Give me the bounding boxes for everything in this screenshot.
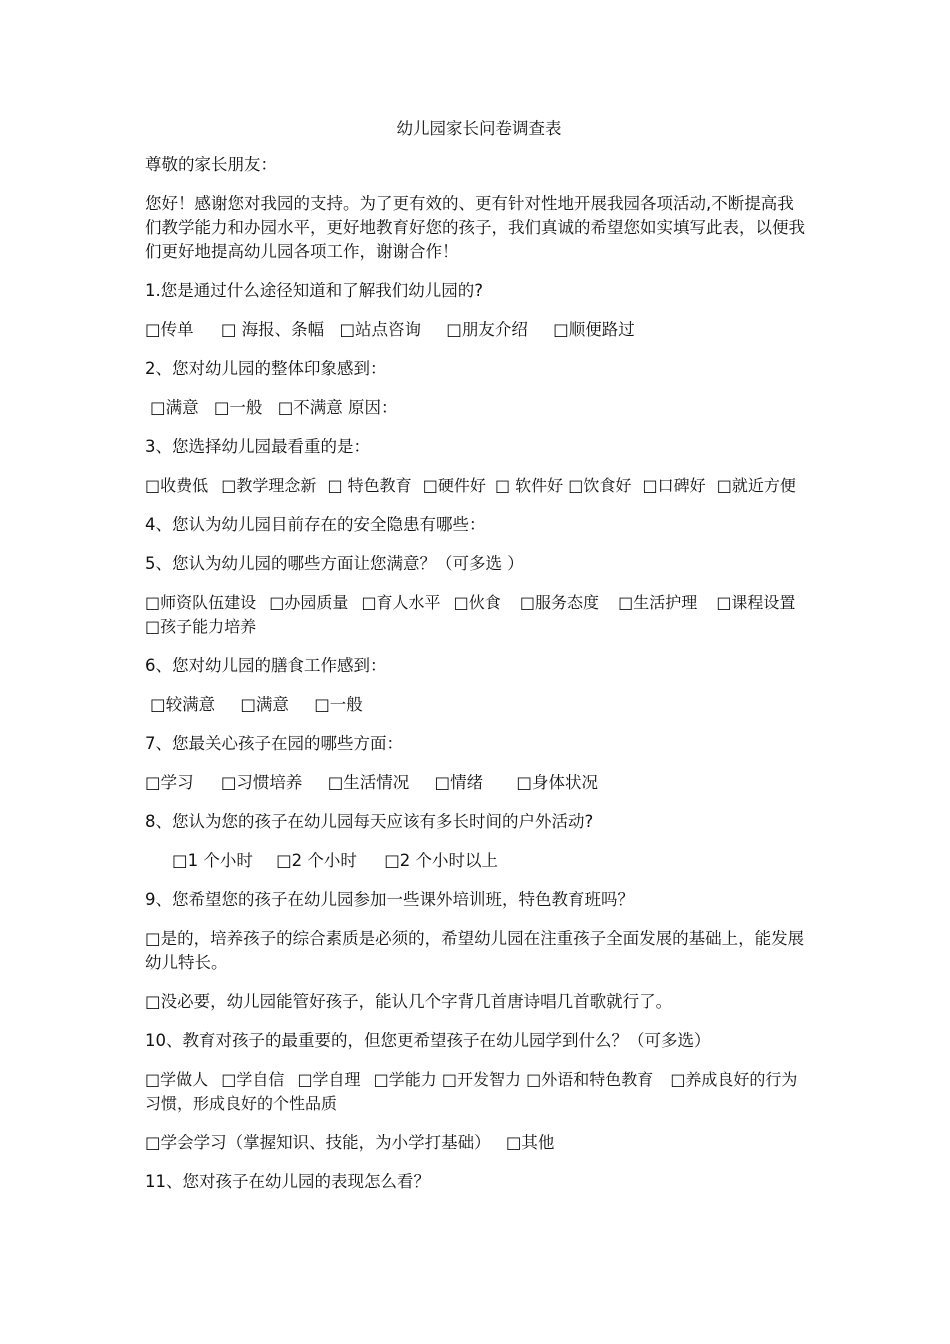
q5-option-meals[interactable]: □伙食 bbox=[453, 593, 501, 612]
q10-option-other[interactable]: □其他 bbox=[505, 1133, 555, 1152]
q7-option-study[interactable]: □学习 bbox=[145, 773, 194, 792]
questionnaire-document bbox=[145, 117, 805, 1209]
q5-option-quality[interactable]: □办园质量 bbox=[269, 593, 349, 612]
question-4: 4、您认为幼儿园目前存在的安全隐患有哪些： bbox=[145, 515, 486, 534]
q10-option-confidence[interactable]: □学自信 bbox=[221, 1070, 285, 1089]
question-7-options bbox=[145, 771, 805, 795]
document-title: 幼儿园家长问卷调查表 bbox=[396, 119, 562, 138]
q7-option-life[interactable]: □生活情况 bbox=[327, 773, 410, 792]
q10-option-learn-to-learn[interactable]: □学会学习（掌握知识、技能，为小学打基础） bbox=[145, 1133, 491, 1152]
q8-option-over-2-hours[interactable]: □2 个小时以上 bbox=[384, 851, 499, 870]
q1-option-passing-by[interactable]: □顺便路过 bbox=[553, 320, 635, 339]
q3-option-new-concept[interactable]: □教学理念新 bbox=[221, 476, 317, 495]
q7-option-habits[interactable]: □习惯培养 bbox=[220, 773, 303, 792]
question-6-options bbox=[145, 693, 805, 717]
question-6: 6、您对幼儿园的膳食工作感到： bbox=[145, 656, 387, 675]
q1-option-friend[interactable]: □朋友介绍 bbox=[446, 320, 528, 339]
q3-option-low-fee[interactable]: □收费低 bbox=[145, 476, 209, 495]
question-2-options bbox=[145, 396, 805, 420]
q10-option-good-habits[interactable]: □养成良好的行为习惯，形成良好的个性品质 bbox=[145, 1070, 798, 1113]
q5-option-curriculum[interactable]: □课程设置 bbox=[716, 593, 796, 612]
q5-option-life-care[interactable]: □生活护理 bbox=[618, 593, 698, 612]
q10-option-intelligence[interactable]: □开发智力 bbox=[441, 1070, 521, 1089]
q9-option-yes[interactable]: □是的，培养孩子的综合素质是必须的，希望幼儿园在注重孩子全面发展的基础上，能发展幼儿特长。 bbox=[145, 929, 805, 972]
question-9: 9、您希望您的孩子在幼儿园参加一些课外培训班，特色教育班吗？ bbox=[145, 890, 634, 909]
q2-option-satisfied[interactable]: □满意 bbox=[150, 398, 199, 417]
q6-option-fairly-satisfied[interactable]: □较满意 bbox=[150, 695, 216, 714]
question-11: 11、您对孩子在幼儿园的表现怎么看？ bbox=[145, 1172, 430, 1191]
question-3-options bbox=[145, 474, 805, 498]
q1-option-poster[interactable]: □ 海报、条幅 bbox=[220, 320, 325, 339]
q3-option-good-software[interactable]: □ 软件好 bbox=[494, 476, 564, 495]
question-10-options bbox=[145, 1068, 805, 1116]
question-7: 7、您最关心孩子在园的哪些方面： bbox=[145, 734, 403, 753]
question-3: 3、您选择幼儿园最看重的是： bbox=[145, 437, 370, 456]
q9-option-no[interactable]: □没必要，幼儿园能管好孩子，能认几个字背几首唐诗唱几首歌就行了。 bbox=[145, 992, 673, 1011]
q10-option-self-care[interactable]: □学自理 bbox=[297, 1070, 361, 1089]
q1-option-flyer[interactable]: □传单 bbox=[145, 320, 194, 339]
question-8-options bbox=[145, 849, 805, 873]
q7-option-health[interactable]: □身体状况 bbox=[516, 773, 598, 792]
q5-option-education-level[interactable]: □育人水平 bbox=[361, 593, 441, 612]
q3-option-special-education[interactable]: □ 特色教育 bbox=[327, 476, 412, 495]
q10-option-language[interactable]: □外语和特色教育 bbox=[526, 1070, 654, 1089]
q6-option-average[interactable]: □一般 bbox=[314, 695, 363, 714]
question-8: 8、您认为您的孩子在幼儿园每天应该有多长时间的户外活动? bbox=[145, 812, 594, 831]
q5-option-teacher-team[interactable]: □师资队伍建设 bbox=[145, 593, 257, 612]
q7-option-emotion[interactable]: □情绪 bbox=[434, 773, 484, 792]
question-5: 5、您认为幼儿园的哪些方面让您满意？（可多选 ） bbox=[145, 554, 524, 573]
question-2: 2、您对幼儿园的整体印象感到： bbox=[145, 359, 387, 378]
q2-option-unsatisfied[interactable]: □不满意 原因： bbox=[277, 398, 398, 417]
q10-option-character[interactable]: □学做人 bbox=[145, 1070, 209, 1089]
question-5-options bbox=[145, 591, 805, 639]
q3-option-good-hardware[interactable]: □硬件好 bbox=[422, 476, 486, 495]
intro-paragraph: 您好！感谢您对我园的支持。为了更有效的、更有针对性地开展我园各项活动,不断提高我们教学能力和办园水平，更好地教育好您的孩子，我们真诚的希望您如实填写此表，以便我们更好地提高幼儿园各项工作，谢谢合作！ bbox=[145, 194, 805, 261]
q3-option-reputation[interactable]: □口碑好 bbox=[642, 476, 706, 495]
q6-option-satisfied[interactable]: □满意 bbox=[240, 695, 289, 714]
question-1: 1.您是通过什么途径知道和了解我们幼儿园的? bbox=[145, 281, 484, 300]
question-10-options-2 bbox=[145, 1131, 805, 1155]
question-1-options bbox=[145, 318, 805, 342]
q3-option-good-food[interactable]: □饮食好 bbox=[568, 476, 632, 495]
q8-option-1-hour[interactable]: □1 个小时 bbox=[172, 851, 253, 870]
q10-option-ability[interactable]: □学能力 bbox=[373, 1070, 437, 1089]
q1-option-site-consult[interactable]: □站点咨询 bbox=[339, 320, 422, 339]
greeting: 尊敬的家长朋友： bbox=[145, 155, 277, 174]
question-10: 10、教育对孩子的最重要的，但您更希望孩子在幼儿园学到什么？（可多选） bbox=[145, 1031, 711, 1050]
q8-option-2-hours[interactable]: □2 个小时 bbox=[276, 851, 357, 870]
q2-option-average[interactable]: □一般 bbox=[213, 398, 263, 417]
q3-option-nearby[interactable]: □就近方便 bbox=[716, 476, 796, 495]
q5-option-service[interactable]: □服务态度 bbox=[519, 593, 599, 612]
q5-option-ability[interactable]: □孩子能力培养 bbox=[145, 617, 257, 636]
